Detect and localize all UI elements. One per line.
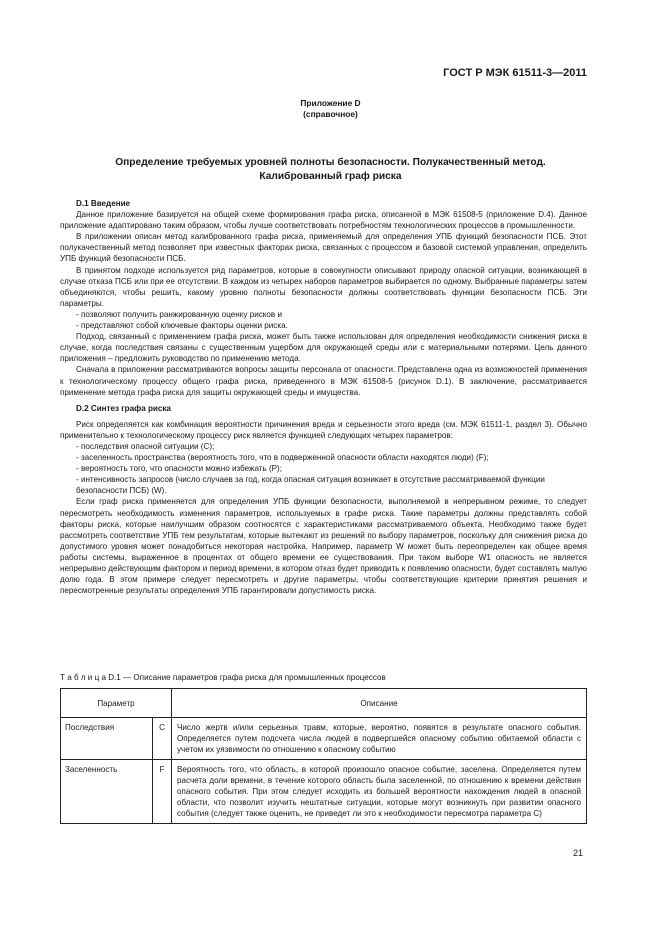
list-item: - позволяют получить ранжированную оценку рисков и: [76, 309, 282, 319]
list-item: - заселенность пространства (вероятность того, что в подверженной опасности области находятся люди) (F);: [76, 453, 489, 463]
parameter-name: Заселенность: [61, 760, 153, 824]
paragraph: Если граф риска применяется для определения УПБ функции безопасности, выполняемой в непрерывном режиме, то следует пересмотреть необходимость изменения параметров, используемых в графе риска. Такие параметры должны представлять собой факторы риска, которые наилучшим образом соотносятся с характеристиками рассматриваемого объекта. Необходимо также будет рассмотреть соответствие УПБ тем результатам, которые вытекают из решений по выбору параметров, поскольку для снижения риска до допустимого уровня может понадобиться некоторая настройка. Например, параметр W может быть переопределен как общее время работы системы, выраженное в процентах от общего времени ее существования. При таком выборе W1 опасность не является непрерывно действующим фактором и период времени, в котором отказ будет приводить к появлению опасности, будет составлять малую долю года. В этом примере следует пересмотреть и другие параметры, чтобы соответствующие критерии принятия решения и пересмотренные результаты определения УПБ гарантировали допустимость риска.: [60, 497, 587, 596]
annex-title-block: [0, 98, 661, 120]
header-description: Описание: [172, 689, 587, 718]
document-id: ГОСТ Р МЭК 61511-3—2011: [443, 67, 587, 79]
table-row: [61, 718, 587, 760]
list-item: - представляют собой ключевые факторы оценки риска.: [76, 321, 288, 331]
parameter-description: Вероятность того, что область, в которой произошло опасное событие, заселена. Определяется путем расчета доли времени, в течение которого область была заселенной, по отношению к времени действия опасного события. При этом следует исходить из большей вероятности нахождения людей в опасной области, что позволит изучить нештатные ситуации, которые могут возникнуть при развитии опасного события (следует также оценить, не приведет ли это к необходимости пересмотра параметра C): [172, 760, 587, 824]
list-item: - вероятность того, что опасности можно избежать (P);: [76, 464, 282, 474]
header-parameter: Параметр: [61, 689, 172, 718]
paragraph: В приложении описан метод калиброванного графа риска, применяемый для определения УПБ функций безопасности ПСБ. Этот полукачественный метод позволяет при известных факторах риска, связанных с процессом и базовой системой управления, определить УПБ функций безопасности ПСБ.: [60, 232, 587, 264]
parameter-symbol: F: [153, 760, 172, 824]
table-row: [61, 760, 587, 824]
parameter-name: Последствия: [61, 718, 153, 760]
list-item: - интенсивность запросов (число случаев за год, когда опасная ситуация возникает в отсутствие рассматриваемой функции безопасности ПСБ) (W).: [76, 475, 545, 496]
paragraph: Сначала в приложении рассматриваются вопросы защиты персонала от опасности. Представлена одна из возможностей применения к технологическому процессу общего графа риска, приведенного в МЭК 61508-5 (рисунок D.1). В заключение, рассматривается применение метода графа риска для защиты окружающей среды и имущества.: [60, 365, 587, 397]
main-heading-line-1: Определение требуемых уровней полноты безопасности. Полукачественный метод.: [115, 157, 546, 168]
body-text: [60, 198, 587, 596]
main-heading: [60, 156, 601, 184]
table-caption: Т а б л и ц а D.1 — Описание параметров графа риска для промышленных процессов: [60, 673, 386, 682]
paragraph: Риск определяется как комбинация вероятности причинения вреда и серьезности этого вреда (см. МЭК 61511-1, раздел 3). Обычно применительно к технологическому процессу риск является функцией следующих четырех параметров:: [60, 419, 587, 440]
paragraph: Подход, связанный с применением графа риска, может быть также использован для определения необходимости снижения риска в случае, когда последствия связаны с существенным ущербом для окружающей среды или с материальными потерями. Цель данного приложения – предложить руководство по применению метода.: [60, 332, 587, 364]
section-heading-d1: D.1 Введение: [76, 199, 131, 208]
parameters-table: [60, 688, 587, 824]
main-heading-line-2: Калиброванный граф риска: [259, 171, 402, 182]
section-heading-d2: D.2 Синтез графа риска: [76, 403, 171, 413]
table-header-row: [61, 689, 587, 718]
page-number: 21: [572, 848, 583, 858]
parameter-description: Число жертв и/или серьезных травм, которые, вероятно, появятся в результате опасного события. Определяется путем подсчета числа людей в подвергшейся опасному событию обитаемой области с учетом их уязвимости по отношению к опасному событию: [172, 718, 587, 760]
paragraph: Данное приложение базируется на общей схеме формирования графа риска, описанной в МЭК 61508-5 (приложение D.4). Данное приложение адаптировано таким образом, чтобы лучше соответствовать потребностям технологических процессов в промышленности.: [60, 210, 587, 231]
annex-subtitle: (справочное): [303, 109, 358, 119]
parameter-symbol: C: [153, 718, 172, 760]
list-item: - последствия опасной ситуации (C);: [76, 441, 215, 451]
annex-title: Приложение D: [300, 98, 361, 108]
paragraph: В принятом подходе используется ряд параметров, которые в совокупности описывают природу опасной ситуации, возникающей в случае отказа ПСБ или при ее отсутствии. В каждом из четырех наборов параметров выбирается по одному. Выбранные параметры затем объединяются, чтобы решить, какому уровню полноты безопасности должны соответствовать функции безопасности ПСБ. Эти параметры.: [60, 265, 587, 308]
